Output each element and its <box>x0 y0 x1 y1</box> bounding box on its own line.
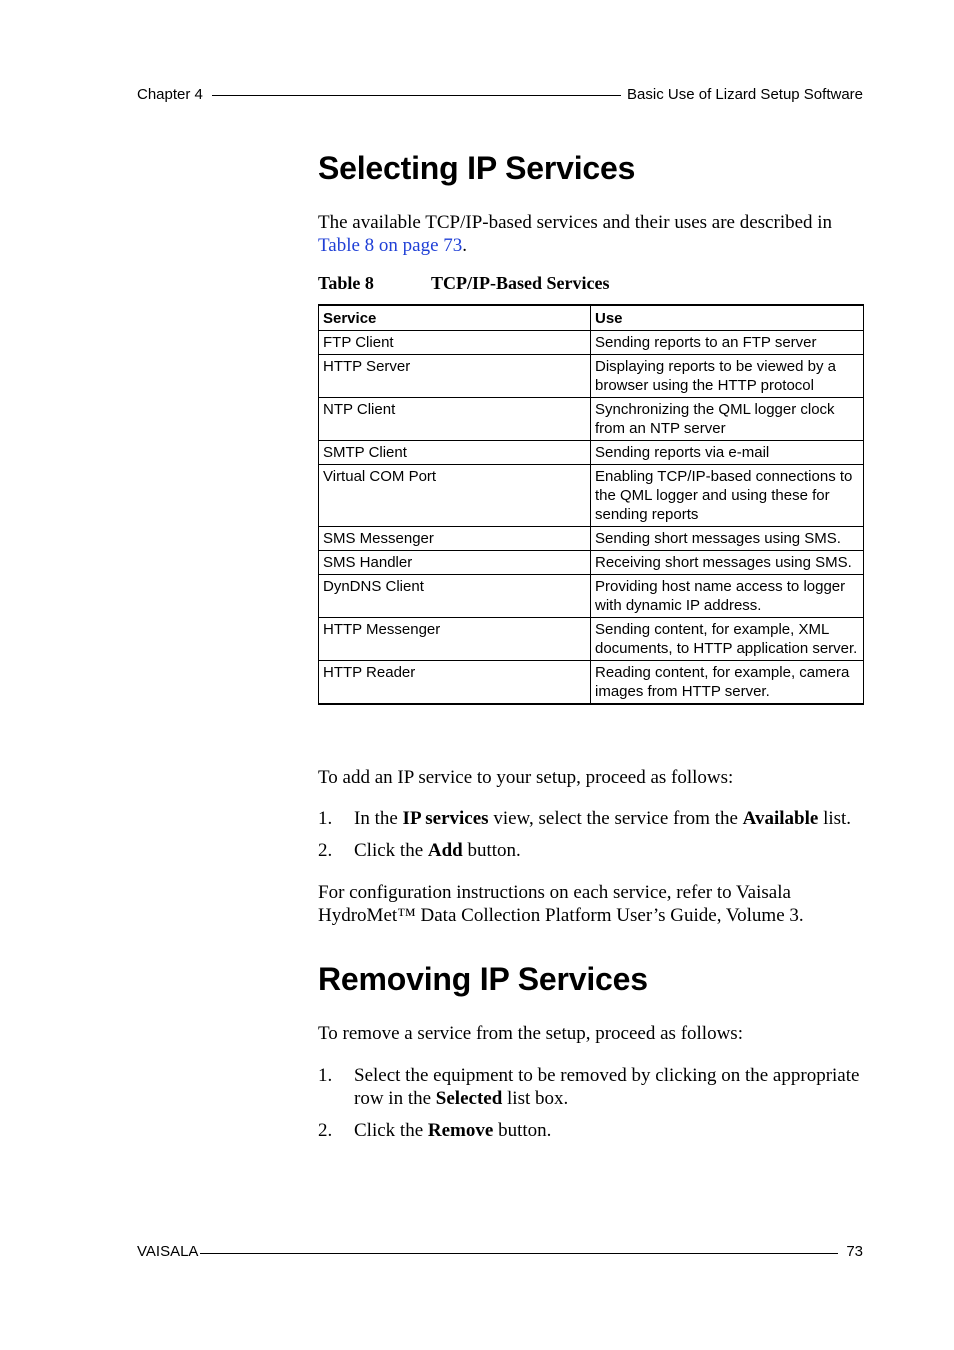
use-cell: Sending reports to an FTP server <box>591 331 864 355</box>
add-intro: To add an IP service to your setup, proceed as follows: <box>318 767 734 788</box>
ui-term-selected: Selected <box>435 1088 503 1109</box>
service-cell: SMS Messenger <box>319 527 591 551</box>
table-title: TCP/IP-Based Services <box>431 273 610 293</box>
table-reference-link[interactable]: Table 8 on page 73 <box>318 235 463 256</box>
add-steps-list <box>318 807 868 862</box>
header-use: Use <box>591 305 864 331</box>
intro-period: . <box>462 235 468 256</box>
service-cell: HTTP Server <box>319 355 591 398</box>
step-text <box>354 1119 868 1142</box>
service-cell: NTP Client <box>319 398 591 441</box>
table-row <box>319 661 864 705</box>
services-table <box>318 304 864 705</box>
step-text-part: list box. <box>502 1088 569 1109</box>
step-text-part: Click the <box>354 1120 428 1141</box>
step-number: 2. <box>318 1120 333 1141</box>
footer-rule <box>200 1253 838 1254</box>
step-text-part: Click the <box>354 840 428 861</box>
company-name: VAISALA <box>137 1243 199 1260</box>
table-row <box>319 618 864 661</box>
use-cell: Sending short messages using SMS. <box>591 527 864 551</box>
list-item <box>318 807 868 830</box>
ui-term-add: Add <box>427 840 463 861</box>
remove-steps-list <box>318 1064 868 1142</box>
use-cell: Sending content, for example, XML documents, to HTTP application server. <box>591 618 864 661</box>
list-item <box>318 839 868 862</box>
use-cell: Synchronizing the QML logger clock from an NTP server <box>591 398 864 441</box>
table-row <box>319 465 864 527</box>
remove-intro: To remove a service from the setup, proceed as follows: <box>318 1023 743 1044</box>
table-row <box>319 575 864 618</box>
list-item <box>318 1119 868 1142</box>
ui-term-remove: Remove <box>427 1120 494 1141</box>
service-cell: Virtual COM Port <box>319 465 591 527</box>
page-header <box>137 86 863 106</box>
section-heading-selecting: Selecting IP Services <box>318 150 636 186</box>
service-cell: SMTP Client <box>319 441 591 465</box>
service-cell: DynDNS Client <box>319 575 591 618</box>
service-cell: FTP Client <box>319 331 591 355</box>
step-text-part: view, select the service from the <box>488 808 743 829</box>
step-text-part: Select the equipment to be removed by clicking on the appropriate row in the <box>354 1065 860 1109</box>
use-cell: Receiving short messages using SMS. <box>591 551 864 575</box>
table-row <box>319 355 864 398</box>
chapter-label: Chapter 4 <box>137 86 203 103</box>
table-caption <box>318 273 609 294</box>
step-number: 1. <box>318 1065 333 1086</box>
step-text <box>354 1064 868 1110</box>
header-rule <box>212 95 621 96</box>
ui-term-ip-services: IP services <box>402 808 489 829</box>
ui-term-available: Available <box>742 808 819 829</box>
step-text-part: button. <box>493 1120 552 1141</box>
table-header-row <box>319 305 864 331</box>
use-cell: Sending reports via e-mail <box>591 441 864 465</box>
use-cell: Providing host name access to logger with dynamic IP address. <box>591 575 864 618</box>
step-number: 2. <box>318 840 333 861</box>
service-cell: HTTP Reader <box>319 661 591 705</box>
page-number: 73 <box>846 1243 863 1260</box>
table-row <box>319 527 864 551</box>
step-text-part: list. <box>818 808 852 829</box>
intro-paragraph <box>318 211 868 257</box>
use-cell: Enabling TCP/IP-based connections to the QML logger and using these for sending reports <box>591 465 864 527</box>
step-text <box>354 807 868 830</box>
section-heading-removing: Removing IP Services <box>318 961 648 997</box>
page-footer <box>137 1243 863 1260</box>
intro-text: The available TCP/IP-based services and their uses are described in <box>318 212 833 233</box>
step-number: 1. <box>318 808 333 829</box>
header-service: Service <box>319 305 591 331</box>
step-text-part: In the <box>354 808 403 829</box>
header-title: Basic Use of Lizard Setup Software <box>627 86 863 103</box>
config-note: For configuration instructions on each service, refer to Vaisala HydroMet™ Data Collection Platform User’s Guide, Volume 3. <box>318 882 804 926</box>
service-cell: HTTP Messenger <box>319 618 591 661</box>
use-cell: Reading content, for example, camera images from HTTP server. <box>591 661 864 705</box>
step-text-part: button. <box>462 840 521 861</box>
list-item <box>318 1064 868 1110</box>
table-row <box>319 441 864 465</box>
step-text <box>354 839 868 862</box>
service-cell: SMS Handler <box>319 551 591 575</box>
use-cell: Displaying reports to be viewed by a browser using the HTTP protocol <box>591 355 864 398</box>
table-row <box>319 331 864 355</box>
table-number: Table 8 <box>318 273 374 293</box>
table-row <box>319 398 864 441</box>
table-row <box>319 551 864 575</box>
